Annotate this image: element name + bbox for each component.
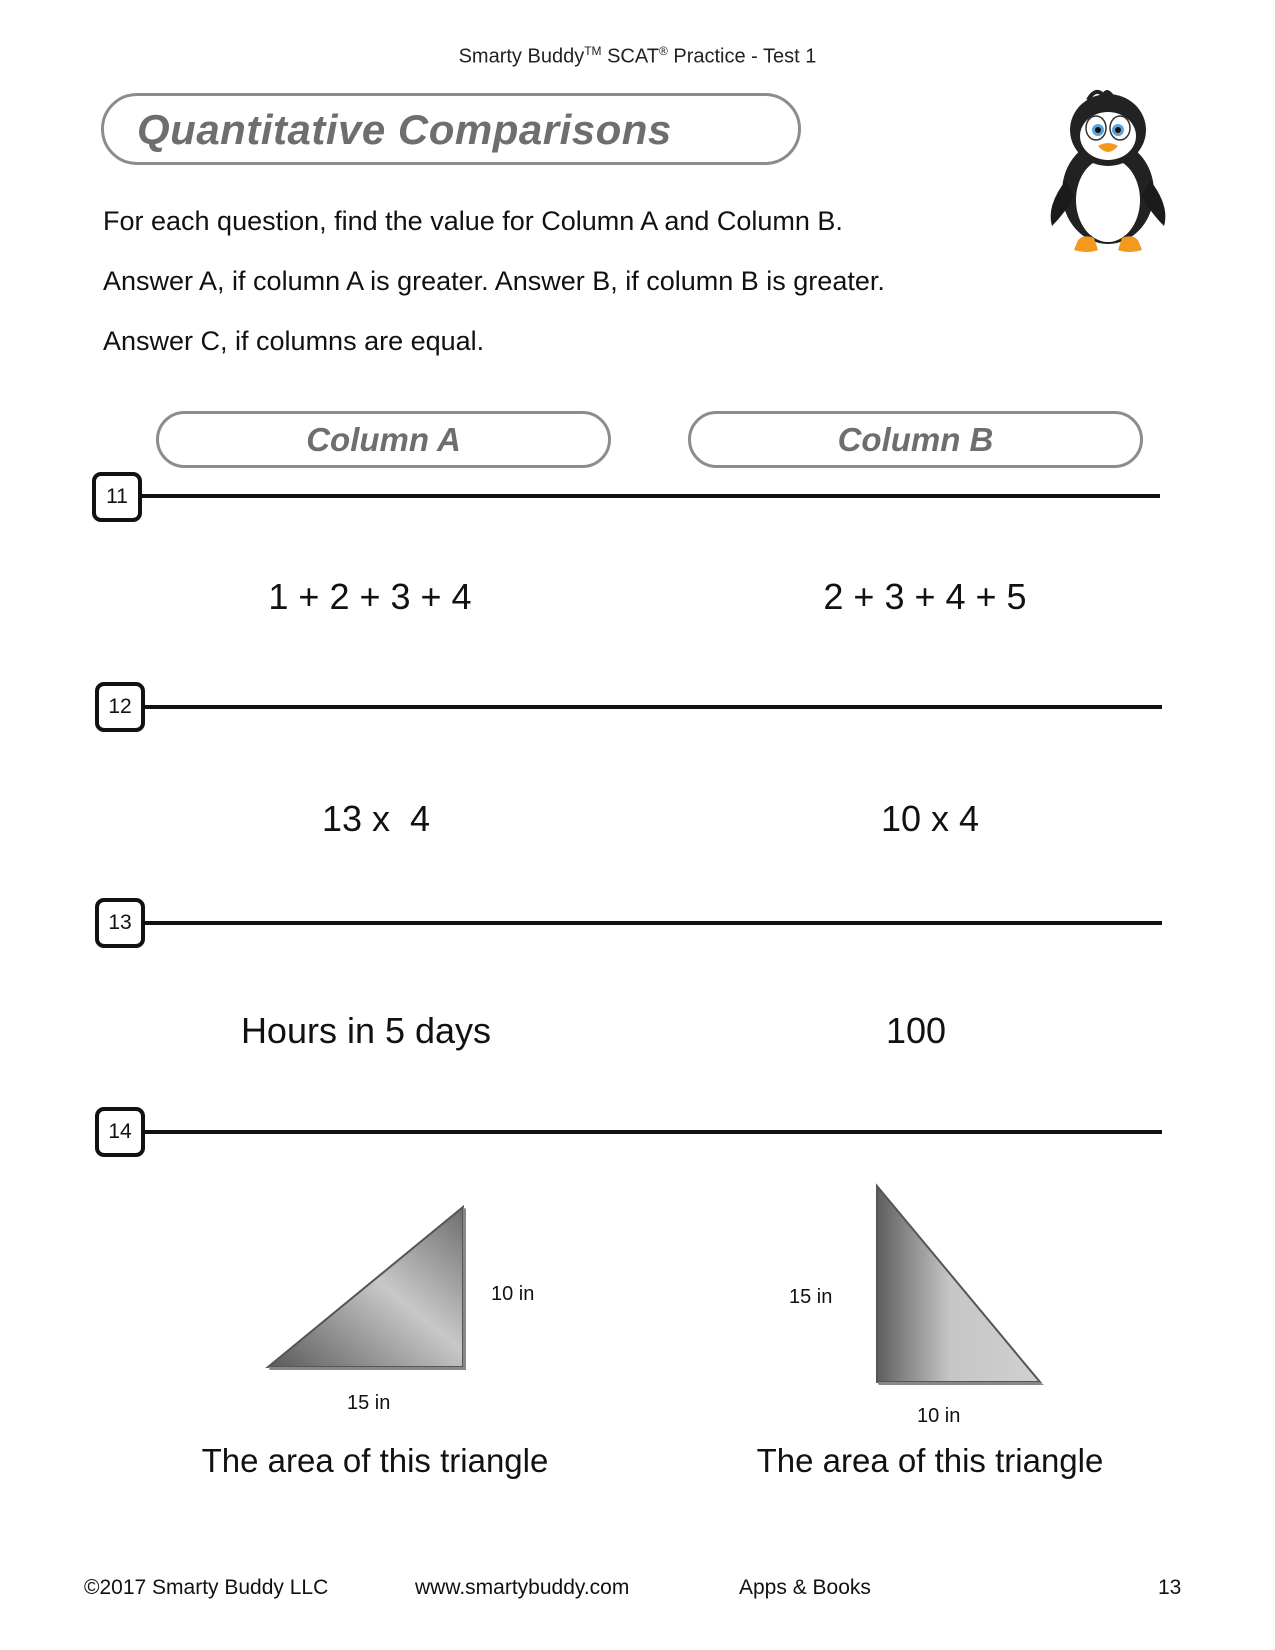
header-suffix: Practice - Test 1 [673, 45, 817, 68]
question-number: 14 [108, 1120, 132, 1143]
triangle-b-caption: The area of this triangle [756, 1442, 1104, 1479]
question-13-column-a: Hours in 5 days [240, 1010, 492, 1051]
triangle-a-caption: The area of this triangle [201, 1442, 549, 1479]
question-number: 12 [108, 695, 132, 718]
instruction-line-1: For each question, find the value for Column A and Column B. [103, 206, 843, 236]
triangle-a-height-label: 10 in [491, 1283, 535, 1305]
column-a-label: Column A [306, 420, 461, 458]
question-number: 11 [106, 485, 128, 508]
penguin-icon [1044, 84, 1172, 254]
instruction-line-2: Answer A, if column A is greater. Answer B, if column B is greater. [103, 266, 885, 296]
triangle-b-figure [870, 1180, 1050, 1390]
triangle-a-figure [260, 1195, 480, 1375]
page-number: 13 [1158, 1576, 1182, 1599]
footer-tagline: Apps & Books [739, 1576, 871, 1599]
footer-website: www.smartybuddy.com [415, 1576, 630, 1599]
section-title: Quantitative Comparisons [137, 106, 672, 153]
question-13-column-b: 100 [885, 1010, 947, 1051]
question-11-column-a: 1 + 2 + 3 + 4 [268, 576, 472, 617]
triangle-b-height-label: 15 in [789, 1286, 833, 1308]
question-divider [144, 921, 1162, 925]
triangle-a-base-label: 15 in [347, 1392, 391, 1414]
question-12-column-b: 10 x 4 [880, 798, 980, 839]
header-test: SCAT [607, 45, 659, 68]
question-divider [144, 1130, 1162, 1134]
triangle-b-shadow [877, 1382, 1044, 1385]
question-number-badge [95, 682, 145, 732]
column-b-header [688, 411, 1143, 468]
triangle-a-shape [268, 1207, 463, 1367]
question-number: 13 [108, 911, 132, 934]
header-brand: Smarty Buddy [458, 45, 585, 68]
question-divider [140, 494, 1160, 498]
column-a-header [156, 411, 611, 468]
triangle-b-shape [877, 1186, 1040, 1382]
footer-copyright: ©2017 Smarty Buddy LLC [84, 1576, 329, 1599]
header-test-sup: ® [658, 44, 668, 58]
question-number-badge [95, 898, 145, 948]
instruction-line-3: Answer C, if columns are equal. [103, 326, 485, 356]
question-12-column-a: 13 x 4 [321, 798, 431, 839]
question-number-badge [95, 1107, 145, 1157]
question-divider [144, 705, 1162, 709]
triangle-b-base-label: 10 in [917, 1405, 961, 1427]
header-brand-sup: TM [584, 44, 602, 58]
column-b-label: Column B [837, 420, 994, 458]
page-header [0, 44, 1275, 69]
question-11-column-b: 2 + 3 + 4 + 5 [823, 576, 1027, 617]
question-number-badge [92, 472, 142, 522]
